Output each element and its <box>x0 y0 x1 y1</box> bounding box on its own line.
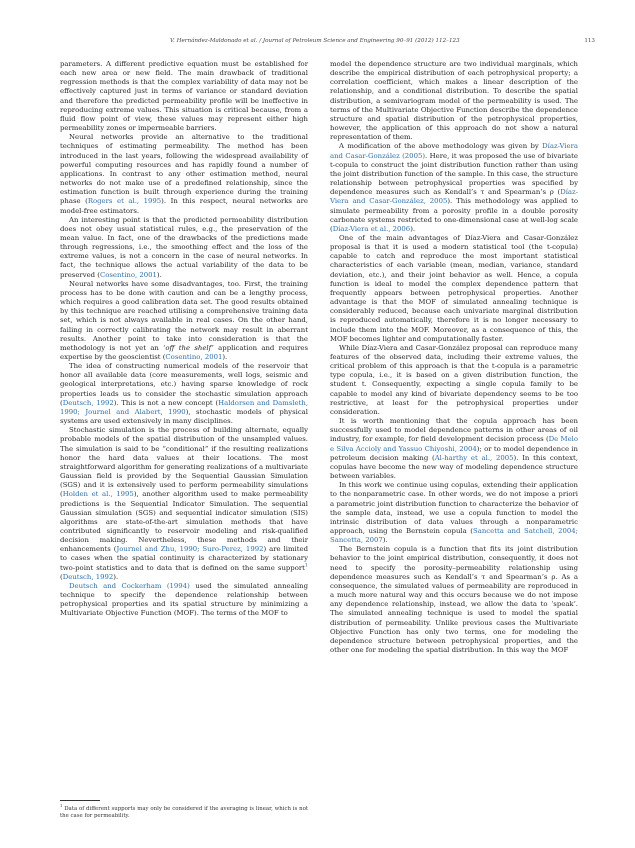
citation-link[interactable]: Díaz-Viera and Casar-González, 2005 <box>330 188 578 206</box>
footnote-text: Data of different supports may only be considered if the averaging is linear, which is not the case for permeability. <box>60 806 308 819</box>
citation-link[interactable]: Deutsch, 1992 <box>62 398 114 407</box>
citation-link[interactable]: Holden et al., 1995 <box>62 490 134 499</box>
citation-link[interactable]: Rogers et al., 1995 <box>87 197 162 206</box>
paragraph: Deutsch and Cockerham (1994) used the simulated annealing technique to specify the dependence relationship between petrophysical properties and its spatial structure by minimizing a Multivariate Objective Function (MOF). The terms of the MOF to <box>60 581 309 618</box>
running-header <box>60 38 595 50</box>
paragraph: The idea of constructing numerical models of the reservoir that honor all available data (core measurements, well logs, seismic and geological interpretations, etc.) having sparse knowledge of rock properties leads us to consider the stochastic simulation approach (Deutsch, 1992). This is not a new concept (Haldorsen and Damsleth, 1990; Journel and Alabert, 1990), stochastic models of physical systems are used extensively in many disciplines. <box>60 362 309 426</box>
citation-link[interactable]: Haldorsen and Damsleth, 1990; Journel and Alabert, 1990 <box>60 398 309 416</box>
citation-link[interactable]: Al-harthy et al., 2005 <box>434 453 514 462</box>
citation-link[interactable]: Deutsch, 1992 <box>62 572 114 581</box>
footnote <box>60 803 308 820</box>
paragraph: The Bernstein copula is a function that fits its joint distribution behavior to the joint empirical distribution, consequently, it does not need to specify the porosity–permeability relationship using dependence measures such as Kendall’s τ and Spearman’s ρ. As a consequence, the simulated values of permeability are reproduced in a much more natural way and this occurs because we do not impose any dependence relationship, instead, we allow the data to ‘speak’. The simulated annealing technique is used to model the spatial distribution of permeability. Unlike previous cases the Multivariate Objective Function has only two terms, one for modeling the dependence structure between petrophysical properties, and the other one for modeling the spatial distribution. In this way the MOF <box>330 545 578 654</box>
citation-link[interactable]: Cosentino, 2001 <box>99 270 157 279</box>
paragraph: A modification of the above methodology was given by Díaz-Viera and Casar-González (2005). Here, it was proposed the use of bivariate t-copula to construct the joint distribution function rather than using the joint distribution function of the sample. In this case, the structure relationship between petrophysical properties was specified by dependence measures such as Kendall’s τ and Spearman’s ρ (Díaz-Viera and Casar-González, 2005). This methodology was applied to simulate permeability from a porosity profile in a double porosity carbonate systems restricted to one-dimensional case at well-log scale (Díaz-Viera et al., 2006). <box>330 142 579 233</box>
paragraph: It is worth mentioning that the copula approach has been successfully used to model dependence patterns in other areas of oil industry, for example, for field development decision process (De Melo e Silva Accioly and Yassuo Chiyoshi, 2004); or to model dependence in petroleum decision making (Al-harthy et al., 2005). In this context, copulas have become the new way of modeling dependence structure between variables. <box>330 417 578 481</box>
citation-link[interactable]: Díaz-Viera and Casar-González (2005) <box>330 142 578 160</box>
left-column <box>60 60 308 619</box>
citation-link[interactable]: Deutsch and Cockerham (1994) <box>69 581 190 590</box>
right-column <box>330 60 578 655</box>
journal-citation: V. Hernández-Maldonado et al. / Journal of Petroleum Science and Engineering 90–91 (2012) 112–123 <box>170 38 460 44</box>
paragraph: model the dependence structure are two individual marginals, which describe the empirical distribution of each petrophysical property; a correlation coefficient, which makes a linear description of the relationship, and a conditional distribution. To describe the spatial distribution, a semivariogram model of the permeability is used. The terms of the Multivariate Objective Function describe the dependence structure and spatial distribution of the petrophysical properties, however, the application of this approach do not show a natural representation of them. <box>330 60 578 142</box>
citation-link[interactable]: Journel and Zhu, 1990; Suro-Perez, 1992 <box>116 545 264 554</box>
citation-link[interactable]: De Melo e Silva Accioly and Yassuo Chiyoshi, 2004 <box>330 435 578 453</box>
paragraph: Neural networks have some disadvantages, too. First, the training process has to be done with caution and can be a lengthy process, which requires a good calibration data set. The good results obtained by this technique are reached utilising a comprehensive training data set, which is not always available in real cases. On the other hand, failing in correctly calibrating the network may result in aberrant results. Another point to take into consideration is that the methodology is not yet an ‘off the shelf’ application and requires expertise by the geoscientist (Cosentino, 2001). <box>60 279 308 361</box>
footnote-divider <box>60 800 100 801</box>
paragraph: Stochastic simulation is the process of building alternate, equally probable models of the spatial distribution of the unsampled values. The simulation is said to be “conditional” if the resulting realizations honor the hard data values at their locations. The most straightforward algorithm for generating realizations of a multivariate Gaussian field is provided by the Sequential Gaussian Simulation (SGS) and it is extensively used to perform permeability simulations (Holden et al., 1995), another algorithm used to make permeability predictions is the Sequential Indicator Simulation. The sequential Gaussian simulation (SGS) and sequential indicator simulation (SIS) algorithms are state-of-the-art simulation methods that have contributed significantly to reservoir modeling and risk-qualified decision making. Nevertheless, these methods and their enhancements (Journel and Zhu, 1990; Suro-Perez, 1992) are limited to cases when the spatial continuity is characterized by stationary two-point statistics and to data that is defined on the same support$^1$ (Deutsch, 1992). <box>60 426 309 581</box>
footnote-mark: 1 <box>60 803 63 809</box>
footnote-link[interactable]: 1 <box>304 563 308 569</box>
citation-link[interactable]: Sancetta and Satchell, 2004; Sancetta, 2007 <box>330 526 578 545</box>
paragraph: Neural networks provide an alternative to the traditional techniques of estimating permeability. The method has been introduced in the last years, following the widespread availability of powerful computing resources and has rapidly found a number of applications. In contrast to any other estimation method, neural networks do not make use of a predefined relationship, since the estimation function is built through experience during the training phase (Rogers et al., 1995). In this respect, neural networks are model-free estimators. <box>60 133 308 215</box>
paragraph: While Díaz-Viera and Casar-González proposal can reproduce many features of the observed data, including their extreme values, the critical problem of this approach is that the t-copula is a parametric type copula, i.e., it is based on a given distribution function, the student t. Consequently, expecting a single copula family to be capable to model any kind of bivariate dependency seems to be too restrictive, at least for the petrophysical properties under consideration. <box>330 343 578 416</box>
paragraph: One of the main advantages of Díaz-Viera and Casar-González proposal is that it is used a modern statistical tool (the t-copula) capable to catch and reproduce the most important statistical characteristics of each variable (mean, median, variance, standard deviation, etc.), and their joint behavior as well. Hence, a copula function is ideal to model the complex dependence pattern that frequently appears between petrophysical properties. Another advantage is that the MOF of simulated annealing technique is considerably reduced, because each univariate marginal distribution is reproduced automatically, therefore it is no longer necessary to include them into the MOF. Moreover, as a consequence of this, the MOF becomes lighter and computationally faster. <box>330 233 578 343</box>
paragraph: An interesting point is that the predicted permeability distribution does not obey usual statistical rules, e.g., the preservation of the mean value. In fact, one of the drawbacks of the predictions made through regressions, i.e., the smoothing effect and the loss of the extreme values, is not a concern in the case of neural networks. In fact, the technique allows the actual variability of the data to be preserved (Cosentino, 2001). <box>60 215 308 279</box>
citation-link[interactable]: Díaz-Viera et al., 2006 <box>332 224 411 233</box>
citation-link[interactable]: Cosentino, 2001 <box>165 353 223 361</box>
paragraph: In this work we continue using copulas, extending their application to the nonparametric case. In other words, we do not impose a priori a parametric joint distribution function to characterize the behavior of the sample data, instead, we use a copula function to model the intrinsic distribution of data values through a nonparametric approach, using the Bernstein copula (Sancetta and Satchell, 2004; Sancetta, 2007). <box>330 481 578 545</box>
page-number: 113 <box>584 38 595 44</box>
paragraph: parameters. A different predictive equation must be established for each new area or new field. The main drawback of traditional regression methods is that the complex variability of data may not be effectively captured just in terms of variance or standard deviation and therefore the predicted permeability profile will be ineffective in reproducing extreme values. This situation is critical because, from a fluid flow point of view, these values may represent either high permeability zones or impermeable barriers. <box>60 60 308 133</box>
